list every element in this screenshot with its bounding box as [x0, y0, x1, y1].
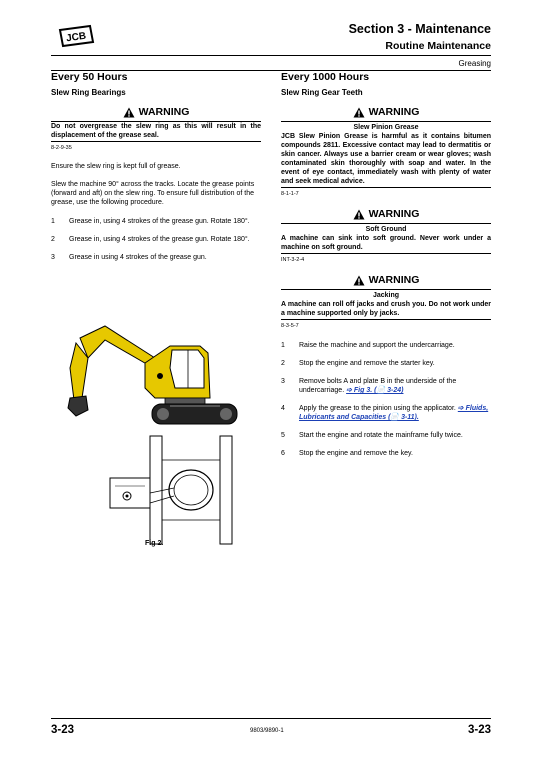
left-heading: Every 50 Hours: [51, 71, 128, 83]
list-item: 4 Apply the grease to the pinion using the applicator. ➩ Fluids, Lubricants and Capacities (📄 3-11).: [281, 405, 489, 421]
warning-triangle-icon: [353, 107, 365, 118]
figure-caption: Fig 2.: [145, 540, 164, 547]
list-item: 6 Stop the engine and remove the key.: [281, 450, 413, 457]
warning-text: JCB Slew Pinion Grease is harmful as it contains bitumen compounds 2811. Excessive contact may lead to dermatitis or skin cancer. Always use a barrier cream or wear gloves; wash contaminated skin thoroughly with soap and water. In the event of eye contact, immediately wash with plenty of water and seek medical advice.: [281, 132, 491, 188]
step-list: [51, 217, 261, 262]
paragraph: Ensure the slew ring is kept full of grease.: [51, 163, 181, 170]
section-title: Section 3 - Maintenance: [348, 22, 491, 36]
svg-text:JCB: JCB: [65, 30, 87, 45]
excavator-illustration: [68, 326, 237, 424]
list-item: 2 Grease in, using 4 strokes of the grease gun. Rotate 180°.: [51, 236, 250, 243]
list-item: 2 Stop the engine and remove the starter key.: [281, 360, 435, 367]
jcb-logo: [57, 24, 95, 48]
warning-box: [281, 275, 491, 331]
right-heading: Every 1000 Hours: [281, 71, 370, 83]
warning-title: WARNING: [51, 107, 261, 122]
warning-title: WARNING: [281, 275, 491, 290]
warning-text: A machine can sink into soft ground. Never work under a machine on soft ground.: [281, 234, 491, 254]
step-list: [281, 341, 491, 458]
warning-box: [281, 209, 491, 265]
right-column: [281, 73, 491, 467]
excavator-figure: [60, 318, 260, 546]
paragraph: Slew the machine 90° across the tracks. Locate the grease points (forward and aft) on the slew ring. To ensure full distribution of the grease, use the following procedure.: [51, 181, 255, 206]
section-subtitle: Routine Maintenance: [385, 40, 491, 52]
left-subheading: Slew Ring Bearings: [51, 88, 126, 97]
footer-rule: [51, 718, 491, 719]
warning-triangle-icon: [123, 107, 135, 118]
slew-ring-diagram: [110, 436, 232, 544]
right-subheading: Slew Ring Gear Teeth: [281, 88, 363, 97]
topic-label: Greasing: [458, 59, 491, 68]
list-item: 5 Start the engine and rotate the mainframe fully twice.: [281, 432, 463, 439]
list-item: 1 Raise the machine and support the undercarriage.: [281, 342, 455, 349]
warning-box: [51, 107, 261, 153]
warning-triangle-icon: [353, 209, 365, 220]
warning-text: A machine can roll off jacks and crush you. Do not work under a machine supported only by jacks.: [281, 300, 491, 320]
warning-code: 8-3-5-7: [281, 323, 299, 329]
list-item: 1 Grease in, using 4 strokes of the grease gun. Rotate 180°.: [51, 218, 250, 225]
page-number-right: 3-23: [467, 724, 491, 736]
warning-triangle-icon: [353, 275, 365, 286]
warning-box: [281, 107, 491, 199]
cross-reference-link[interactable]: ➩ Fig 3. (📄 3-24): [346, 387, 404, 394]
warning-subtitle: Slew Pinion Grease: [353, 124, 419, 131]
page-number-left: 3-23: [51, 724, 75, 736]
list-item: 3 Remove bolts A and plate B in the underside of the undercarriage. ➩ Fig 3. (📄 3-24): [281, 378, 457, 394]
warning-title: WARNING: [281, 209, 491, 224]
warning-code: 8-2-9-35: [51, 145, 72, 151]
document-number: 9803/9890-1: [250, 728, 284, 734]
warning-subtitle: Soft Ground: [365, 226, 407, 233]
warning-code: INT-3-2-4: [281, 257, 305, 263]
left-column: [51, 73, 261, 271]
warning-title: WARNING: [281, 107, 491, 122]
warning-subtitle: Jacking: [372, 292, 400, 299]
list-item: 3 Grease in using 4 strokes of the grease gun.: [51, 254, 207, 261]
cross-reference-link[interactable]: ➩ Fluids, Lubricants and Capacities (📄 3-11).: [299, 405, 489, 421]
warning-text: Do not overgrease the slew ring as this will result in the displacement of the grease seal.: [51, 122, 261, 142]
header-rule: [51, 55, 491, 56]
warning-code: 8-1-1-7: [281, 191, 299, 197]
